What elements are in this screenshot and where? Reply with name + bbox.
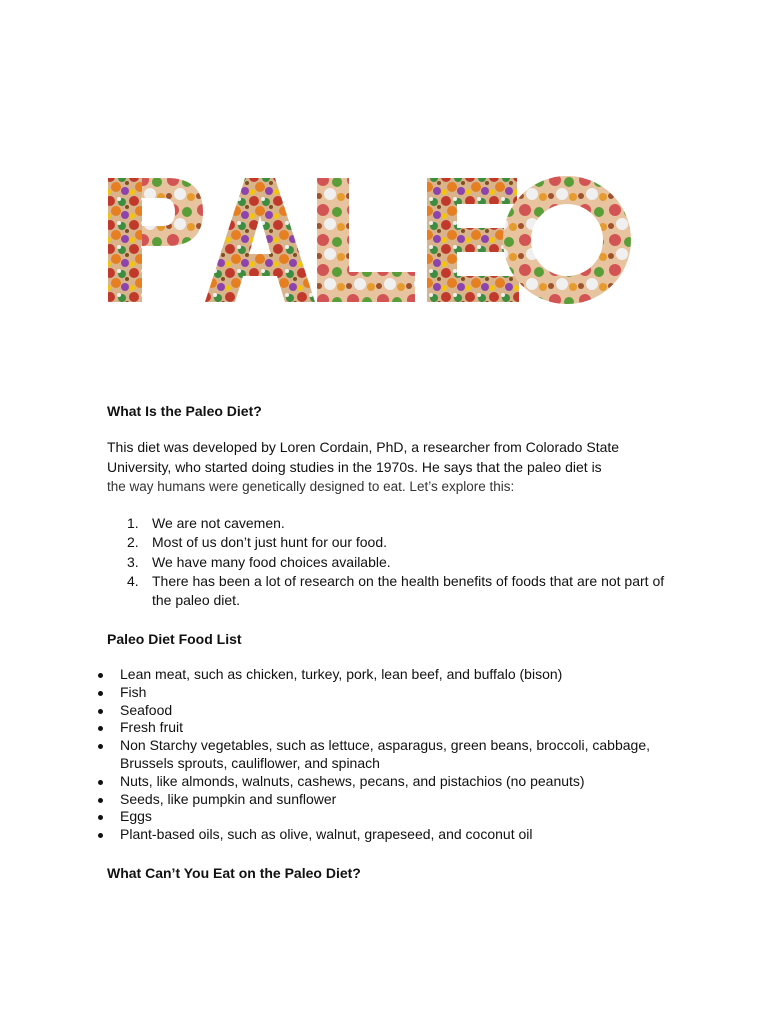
paleo-banner-image (105, 172, 640, 307)
bullet-icon (98, 691, 103, 696)
list-item-text: We are not cavemen. (152, 515, 285, 531)
letter-l-shape (317, 178, 415, 302)
numbered-list-item (127, 572, 667, 611)
paragraph-line: This diet was developed by Loren Cordain, PhD, a researcher from Colorado State (107, 439, 620, 455)
list-number: 4. (127, 572, 139, 589)
list-item-text: Fish (120, 683, 147, 700)
food-bullet-list (98, 666, 678, 844)
bullet-icon (98, 798, 103, 803)
list-item-text: Fresh fruit (120, 719, 184, 736)
letter-a-shape (205, 178, 315, 302)
list-item (98, 684, 678, 702)
list-item-text: Most of us don’t just hunt for our food. (152, 534, 388, 551)
list-item-text: Plant-based oils, such as olive, walnut, grapeseed, and coconut oil (120, 826, 533, 843)
list-item (98, 666, 678, 684)
letter-p-shape (108, 178, 203, 302)
list-item-text: Seeds, like pumpkin and sunflower (120, 790, 337, 807)
list-item (98, 808, 678, 826)
bullet-icon (98, 780, 103, 785)
bullet-icon (98, 815, 103, 820)
numbered-list-item (127, 553, 667, 572)
list-item (98, 773, 678, 791)
section-heading-food-list: Paleo Diet Food List (107, 631, 242, 647)
list-item-text: We have many food choices available. (152, 553, 391, 570)
list-item-text: Lean meat, such as chicken, turkey, pork, lean beef, and buffalo (bison) (120, 666, 563, 682)
list-item-text: Seafood (120, 701, 173, 718)
list-item-text: Eggs (120, 808, 152, 825)
list-item (98, 702, 678, 720)
intro-paragraph (107, 438, 667, 497)
bullet-icon (98, 673, 103, 678)
bullet-icon (98, 709, 103, 714)
list-number: 1. (127, 515, 139, 531)
list-number: 3. (127, 553, 139, 570)
section-heading-what-is-paleo: What Is the Paleo Diet? (107, 403, 262, 419)
list-item-text: Non Starchy vegetables, such as lettuce, asparagus, green beans, broccoli, cabbage, Brussels sprouts, cauliflower, and spinach (120, 737, 650, 771)
list-item (98, 737, 678, 773)
numbered-list (127, 514, 667, 610)
section-heading-cant-eat: What Can’t You Eat on the Paleo Diet? (107, 865, 361, 881)
list-item (98, 826, 678, 844)
list-item (98, 791, 678, 809)
bullet-icon (98, 833, 103, 838)
numbered-list-item (127, 533, 667, 552)
bullet-icon (98, 744, 103, 749)
numbered-list-item (127, 514, 667, 533)
letter-o-shape (503, 176, 631, 304)
paragraph-line: University, who started doing studies in the 1970s. He says that the paleo diet is (107, 458, 602, 475)
list-number: 2. (127, 534, 139, 551)
paragraph-line: the way humans were genetically designed to eat. Let’s explore this: (107, 479, 515, 494)
list-item-text: Nuts, like almonds, walnuts, cashews, pecans, and pistachios (no peanuts) (120, 772, 585, 789)
list-item-text: There has been a lot of research on the health benefits of foods that are not part of the paleo diet. (152, 572, 665, 609)
list-item (98, 719, 678, 737)
bullet-icon (98, 726, 103, 731)
